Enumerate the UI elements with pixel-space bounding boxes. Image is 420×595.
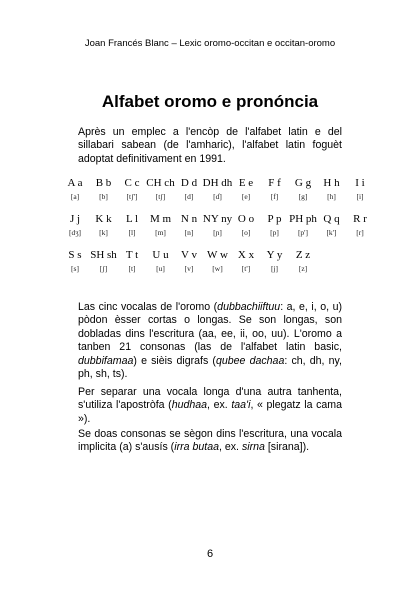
ipa-transcription: [p'] [297, 228, 309, 237]
alphabet-cell [89, 248, 119, 275]
letter-pair: Q q [323, 213, 340, 225]
alphabet-row [60, 248, 370, 284]
alphabet-cell [288, 176, 318, 203]
alphabet-cell [288, 212, 318, 239]
alphabet-cell [231, 248, 261, 275]
letter-pair: H h [323, 177, 340, 189]
text-run: Per separar una vocala longa d'una autra tanhenta, s'utiliza l'apostròfa ( [78, 386, 342, 412]
letter-pair: L l [125, 213, 139, 225]
ipa-transcription: [n] [184, 228, 194, 237]
alphabet-row [60, 176, 370, 212]
letter-pair: PH ph [289, 213, 317, 225]
alphabet-cell [288, 248, 318, 275]
letter-pair: C c [124, 177, 140, 189]
text-run: , ex. [218, 441, 242, 454]
ipa-transcription: [tʃ] [155, 192, 166, 201]
alphabet-cell [146, 212, 176, 239]
ipa-transcription: [dʒ] [68, 228, 82, 237]
alphabet-cell [260, 176, 290, 203]
alphabet-cell [117, 176, 147, 203]
ipa-transcription: [b] [99, 192, 108, 201]
ipa-transcription: [e] [241, 192, 251, 201]
letter-pair: I i [355, 177, 365, 189]
ipa-transcription: [j] [270, 264, 279, 273]
running-header: Joan Francés Blanc – Lexic oromo-occitan e occitan-oromo [84, 38, 336, 49]
letter-pair: P p [267, 213, 282, 225]
alphabet-cell [260, 212, 290, 239]
ipa-transcription: [f] [270, 192, 279, 201]
alphabet-cell [203, 248, 233, 275]
page-title: Alfabet oromo e pronóncia [101, 92, 319, 111]
oromo-term: taa'i [231, 399, 251, 412]
alphabet-cell [146, 248, 176, 275]
alphabet-table [60, 176, 370, 284]
oromo-term: hudhaa [171, 399, 208, 412]
letter-pair: Z z [295, 249, 311, 261]
ipa-transcription: [m] [155, 228, 166, 237]
text-run: Las cinc vocalas de l'oromo ( [78, 301, 218, 313]
ipa-transcription: [ʃ] [99, 264, 108, 273]
alphabet-cell [260, 248, 290, 275]
letter-pair: A a [67, 177, 83, 189]
ipa-transcription: [s] [71, 264, 79, 273]
letter-pair: B b [95, 177, 112, 189]
letter-pair: T t [125, 249, 139, 261]
alphabet-cell [345, 212, 375, 239]
letter-pair: S s [68, 249, 82, 261]
oromo-term: qubee dachaa [215, 354, 285, 367]
alphabet-cell [317, 212, 347, 239]
letter-pair: M m [149, 213, 172, 225]
letter-pair: R r [353, 213, 367, 225]
alphabet-cell [89, 176, 119, 203]
alphabet-cell [89, 212, 119, 239]
alphabet-cell [231, 176, 261, 203]
alphabet-cell [174, 212, 204, 239]
ipa-transcription: [h] [327, 192, 336, 201]
letter-pair: O o [237, 213, 255, 225]
letter-pair: SH sh [90, 249, 117, 261]
oromo-term: dubbifamaa [78, 354, 134, 367]
ipa-transcription: [i] [356, 192, 364, 201]
letter-pair: CH ch [146, 177, 175, 189]
alphabet-cell [231, 212, 261, 239]
letter-pair: Y y [266, 249, 283, 261]
letter-pair: J j [69, 213, 81, 225]
alphabet-cell [203, 212, 233, 239]
ipa-transcription: [p] [270, 228, 279, 237]
alphabet-cell [60, 176, 90, 203]
text-run: : ch, dh, ny, ph, sh, ts). [78, 354, 342, 381]
ipa-transcription: [l] [128, 228, 136, 237]
alphabet-cell [174, 176, 204, 203]
apostrophe-paragraph [78, 386, 342, 426]
letter-pair: D d [180, 177, 198, 189]
ipa-transcription: [ɲ] [213, 228, 222, 237]
ipa-transcription: [k'] [326, 228, 337, 237]
oromo-term: irra butaa [174, 441, 219, 454]
letter-pair: NY ny [202, 213, 233, 225]
letter-pair: E e [238, 177, 254, 189]
ipa-transcription: [k] [99, 228, 108, 237]
vowels-paragraph [78, 301, 342, 381]
alphabet-cell [117, 248, 147, 275]
letter-pair: U u [152, 249, 169, 261]
ipa-transcription: [tʃ'] [126, 192, 138, 201]
ipa-transcription: [r] [356, 228, 364, 237]
letter-pair: F f [268, 177, 281, 189]
alphabet-cell [203, 176, 233, 203]
ipa-transcription: [ɗ] [213, 192, 222, 201]
letter-pair: V v [181, 249, 197, 261]
text-run: Se doas consonas se sègon dins l'escritura, una vocala implicita (a) s'ausís ( [78, 428, 342, 454]
alphabet-cell [117, 212, 147, 239]
ipa-transcription: [u] [156, 264, 165, 273]
letter-pair: G g [294, 177, 312, 189]
letter-pair: DH dh [202, 177, 233, 189]
oromo-term: dubbachiiftuu [217, 301, 281, 313]
text-run: [sirana]). [264, 441, 310, 454]
alphabet-cell [317, 176, 347, 203]
text-run: , ex. [207, 399, 232, 412]
letter-pair: X x [237, 249, 255, 261]
text-run: , « plegatz la cama »). [78, 399, 342, 425]
alphabet-cell [174, 248, 204, 275]
ipa-transcription: [d] [184, 192, 194, 201]
letter-pair: K k [95, 213, 112, 225]
ipa-transcription: [o] [241, 228, 251, 237]
alphabet-cell [345, 176, 375, 203]
ipa-transcription: [g] [298, 192, 308, 201]
letter-pair: W w [207, 249, 228, 261]
text-run: ) e sièis digrafs ( [133, 354, 216, 367]
oromo-term: sirna [241, 441, 265, 454]
page-number: 6 [206, 548, 214, 560]
text-run: : a, e, i, o, u) pòdon èsser cortas o longas. Se son longas, son dobladas dins l'escritura (aa, ee, ii, oo, uu). L'oromo a tanben 21 consonas (las de l'alfabet latin basic, [78, 301, 342, 354]
alphabet-row [60, 212, 370, 248]
alphabet-cell [60, 248, 90, 275]
letter-pair: N n [180, 213, 198, 225]
ipa-transcription: [t] [128, 264, 136, 273]
ipa-transcription: [z] [298, 264, 308, 273]
alphabet-cell [60, 212, 90, 239]
ipa-transcription: [t'] [241, 264, 251, 273]
implicit-vowel-paragraph [78, 428, 342, 455]
ipa-transcription: [v] [184, 264, 194, 273]
ipa-transcription: [w] [212, 264, 223, 273]
intro-paragraph: Après un emplec a l'encòp de l'alfabet latin e del sillabari sabean (de l'amharic), l'alfabet latin foguèt adoptat definitivament en 1991. [78, 126, 342, 165]
ipa-transcription: [a] [70, 192, 80, 201]
alphabet-cell [146, 176, 176, 203]
